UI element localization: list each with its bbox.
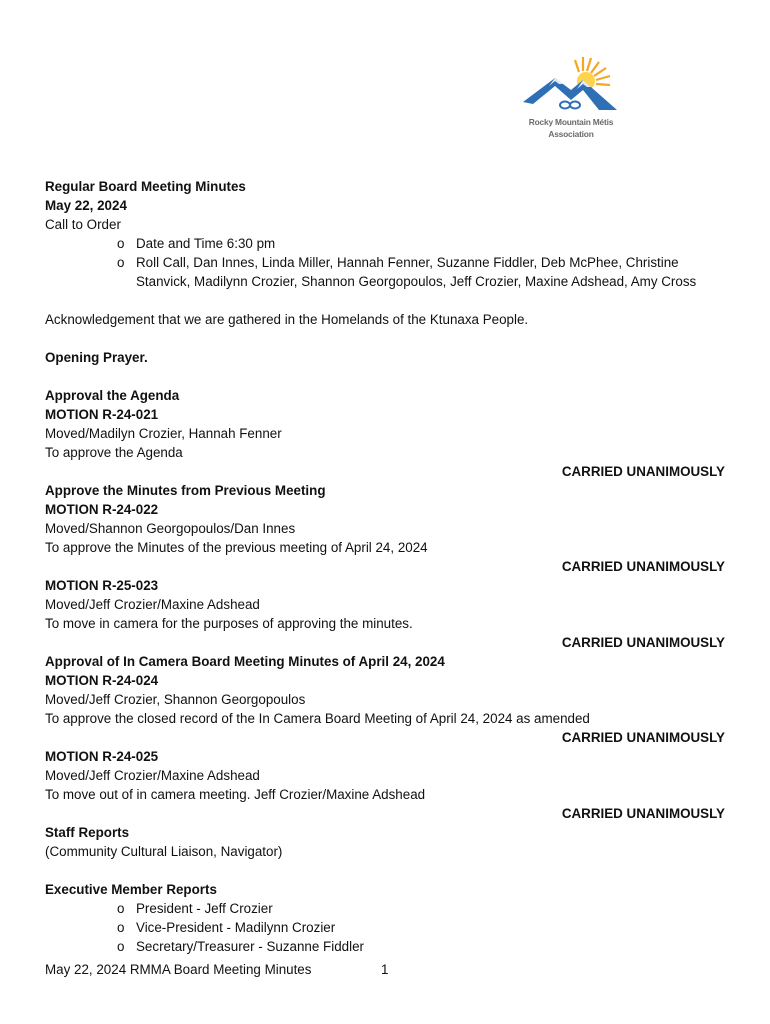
roll-call-item: Roll Call, Dan Innes, Linda Miller, Hannah Fenner, Suzanne Fiddler, Deb McPhee, Christine (136, 255, 679, 270)
bullet-icon: o (117, 255, 125, 270)
in-camera-minutes-heading: Approval of In Camera Board Meeting Minutes of April 24, 2024 (45, 654, 445, 669)
list-item (45, 253, 735, 272)
carried-label: CARRIED UNANIMOUSLY (561, 464, 725, 479)
carried-label: CARRIED UNANIMOUSLY (561, 635, 725, 650)
out-camera-motion: MOTION R-24-025 (45, 749, 159, 764)
meeting-date: May 22, 2024 (45, 198, 127, 213)
in-camera-moved: Moved/Jeff Crozier/Maxine Adshead (45, 597, 260, 612)
carried-label: CARRIED UNANIMOUSLY (561, 559, 725, 574)
executive-item-vice-president: Vice-President - Madilynn Crozier (136, 920, 336, 935)
bullet-icon: o (117, 901, 125, 916)
carried-label: CARRIED UNANIMOUSLY (561, 806, 725, 821)
minutes-moved: Moved/Shannon Georgopoulos/Dan Innes (45, 521, 296, 536)
minutes-body (45, 177, 735, 956)
in-camera-minutes-motion: MOTION R-24-024 (45, 673, 159, 688)
footer-text: May 22, 2024 RMMA Board Meeting Minutes (45, 962, 312, 977)
list-item (45, 918, 735, 937)
executive-item-president: President - Jeff Crozier (136, 901, 273, 916)
bullet-icon: o (117, 920, 125, 935)
carried-label: CARRIED UNANIMOUSLY (561, 730, 725, 745)
agenda-heading: Approval the Agenda (45, 388, 180, 403)
list-item (45, 899, 735, 918)
bullet-icon: o (117, 236, 125, 251)
minutes-heading: Approve the Minutes from Previous Meeting (45, 483, 326, 498)
agenda-text: To approve the Agenda (45, 445, 183, 460)
bullet-icon: o (117, 939, 125, 954)
in-camera-text: To move in camera for the purposes of approving the minutes. (45, 616, 413, 631)
logo-name-line1: Rocky Mountain Métis (528, 117, 614, 127)
opening-prayer: Opening Prayer. (45, 350, 148, 365)
acknowledgement: Acknowledgement that we are gathered in the Homelands of the Ktunaxa People. (45, 312, 529, 327)
agenda-motion: MOTION R-24-021 (45, 407, 159, 422)
executive-reports-heading: Executive Member Reports (45, 882, 217, 897)
page-number: 1 (381, 962, 389, 977)
page-footer (45, 960, 735, 979)
call-to-order: Call to Order (45, 217, 121, 232)
in-camera-minutes-moved: Moved/Jeff Crozier, Shannon Georgopoulos (45, 692, 306, 707)
out-camera-moved: Moved/Jeff Crozier/Maxine Adshead (45, 768, 260, 783)
agenda-moved: Moved/Madilyn Crozier, Hannah Fenner (45, 426, 282, 441)
staff-reports-text: (Community Cultural Liaison, Navigator) (45, 844, 283, 859)
list-item (45, 234, 735, 253)
in-camera-motion: MOTION R-25-023 (45, 578, 159, 593)
minutes-motion: MOTION R-24-022 (45, 502, 159, 517)
minutes-text: To approve the Minutes of the previous meeting of April 24, 2024 (45, 540, 428, 555)
logo-name-line2: Association (548, 129, 594, 139)
executive-item-secretary-treasurer: Secretary/Treasurer - Suzanne Fiddler (136, 939, 364, 954)
roll-call-continuation: Stanvick, Madilynn Crozier, Shannon Georgopoulos, Jeff Crozier, Maxine Adshead, Amy Cross (136, 274, 697, 289)
document-title: Regular Board Meeting Minutes (45, 179, 246, 194)
in-camera-minutes-text: To approve the closed record of the In Camera Board Meeting of April 24, 2024 as amended (45, 711, 590, 726)
infinity-icon (560, 102, 580, 109)
out-camera-text: To move out of in camera meeting. Jeff Crozier/Maxine Adshead (45, 787, 426, 802)
date-time-item: Date and Time 6:30 pm (136, 236, 276, 251)
rmma-logo (519, 54, 623, 146)
list-item (45, 937, 735, 956)
mountain-sun-logo-icon (519, 54, 623, 116)
staff-reports-heading: Staff Reports (45, 825, 130, 840)
